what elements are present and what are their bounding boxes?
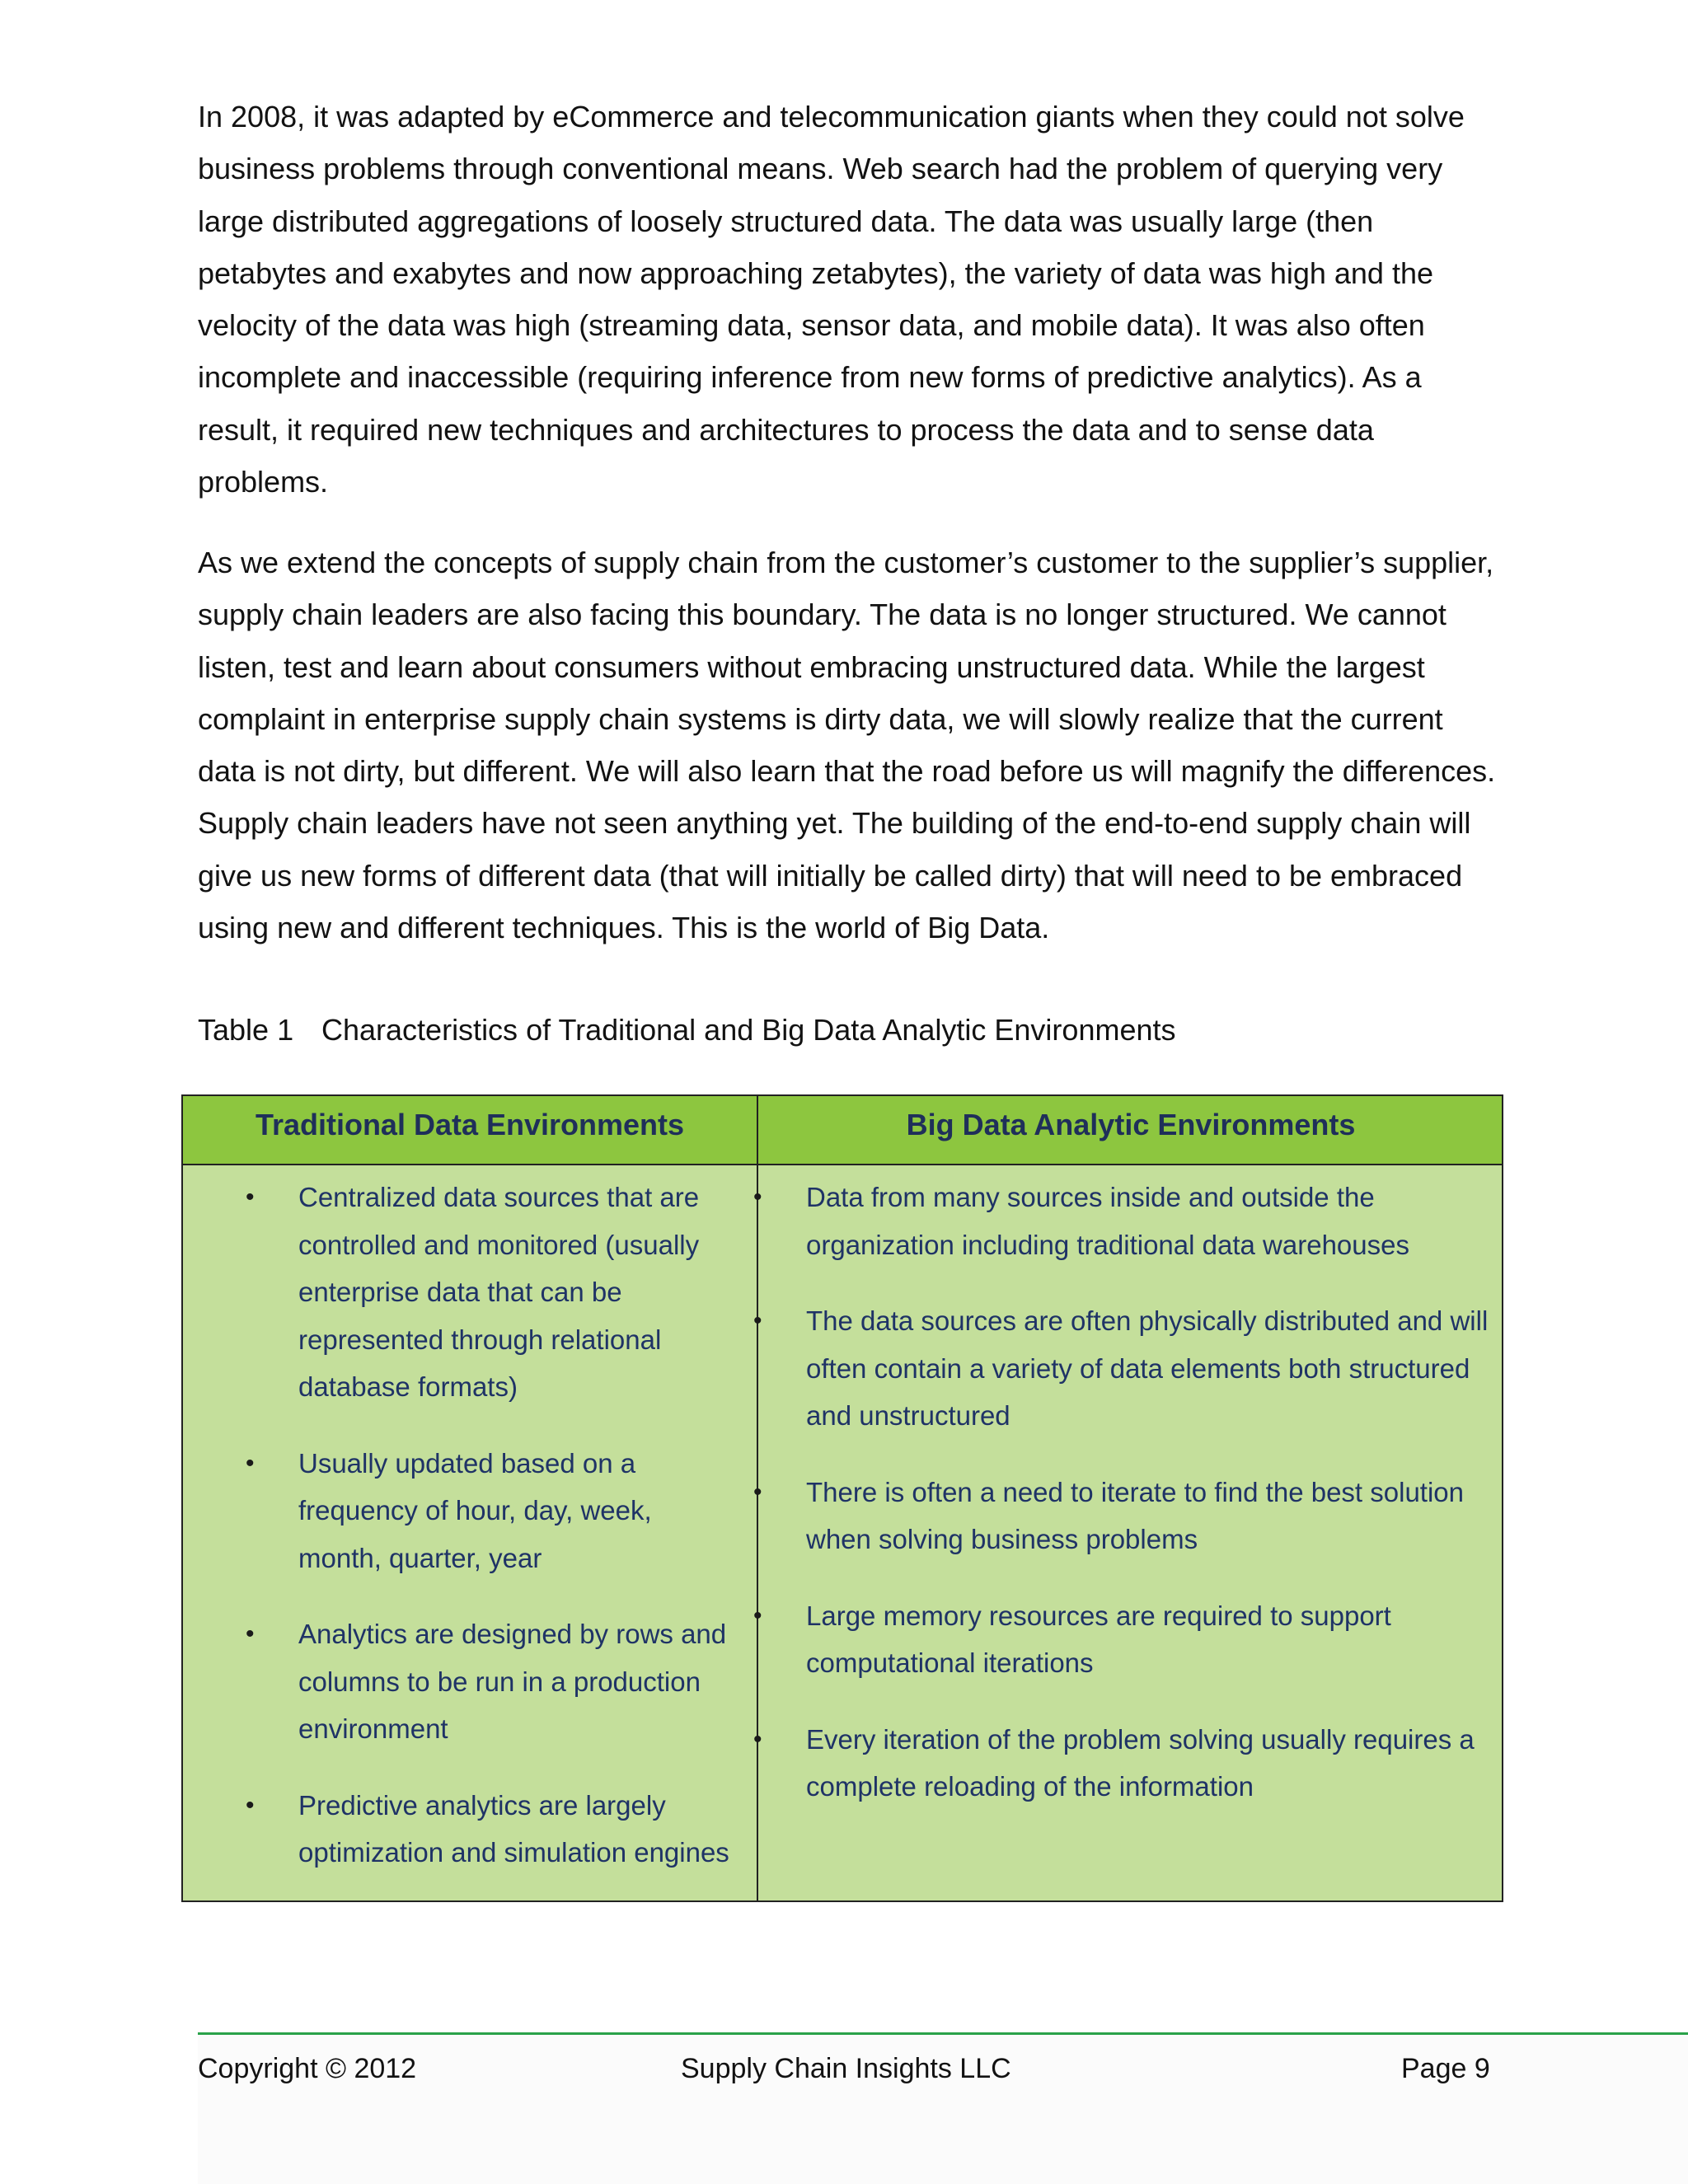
bullet-icon: • [246, 1183, 255, 1211]
table-caption-title: Characteristics of Traditional and Big Data Analytic Environments [321, 1013, 1176, 1047]
table-caption [198, 1010, 1176, 1050]
list-item-text: There is often a need to iterate to find the best solution when solving business problems [806, 1476, 1465, 1554]
list-item-text: Usually updated based on a frequency of hour, day, week, month, quarter, year [298, 1447, 652, 1573]
footer-copyright: Copyright © 2012 [198, 2053, 417, 2084]
body-paragraph-2: As we extend the concepts of supply chain from the customer’s customer to the supplier’s supplier, supply chain leaders are also facing this boundary. The data is no longer structured. We cannot listen, test and learn about consumers without embracing unstructured data. While the largest complaint in enterprise supply chain systems is dirty data, we will slowly realize that the current data is not dirty, but different. We will also learn that the road before us will magnify the differences. Supply chain leaders have not seen anything yet. The building of the end-to-end supply chain will give us new forms of different data (that will initially be called dirty) that will need to be embraced using new and different techniques. This is the world of Big Data. [198, 546, 1496, 945]
list-item-text: Analytics are designed by rows and columns to be run in a production environment [298, 1619, 727, 1744]
list-item-text: Every iteration of the problem solving usually requires a complete reloading of the information [806, 1723, 1475, 1802]
bullet-icon: • [753, 1307, 762, 1334]
header-traditional: Traditional Data Environments [255, 1108, 685, 1141]
list-item-text: Large memory resources are required to support computational iterations [806, 1600, 1391, 1678]
bullet-icon: • [246, 1449, 255, 1477]
bullet-icon: • [753, 1183, 762, 1211]
body-paragraph-1: In 2008, it was adapted by eCommerce and telecommunication giants when they could not solve business problems through conventional means. Web search had the problem of querying very large distributed aggregations of loosely structured data. The data was usually large (then petabytes and exabytes and now approaching zetabytes), the variety of data was high and the velocity of the data was high (streaming data, sensor data, and mobile data). It was also often incomplete and inaccessible (requiring inference from new forms of predictive analytics). As a result, it required new techniques and architectures to process the data and to sense data problems. [198, 100, 1465, 499]
list-item [511, 1469, 1503, 1563]
list-item [511, 1716, 1503, 1811]
list-item [511, 1297, 1503, 1440]
bullet-icon: • [753, 1601, 762, 1629]
bullet-icon: • [753, 1725, 762, 1753]
bullet-icon: • [246, 1791, 255, 1819]
footer-divider [198, 2032, 1688, 2035]
list-item-text: The data sources are often physically distributed and will often contain a variety of data elements both structured and unstructured [806, 1305, 1489, 1431]
list-item [511, 1174, 1503, 1268]
bullet-icon: • [753, 1478, 762, 1506]
list-item [511, 1592, 1503, 1687]
bullet-icon: • [246, 1620, 255, 1647]
footer-page-number: Page 9 [1401, 2053, 1490, 2084]
table-caption-label: Table 1 [198, 1013, 294, 1047]
header-big-data: Big Data Analytic Environments [906, 1108, 1356, 1141]
list-item-text: Predictive analytics are largely optimization and simulation engines [298, 1789, 729, 1868]
list-item-text: Data from many sources inside and outside the organization including traditional data warehouses [806, 1182, 1409, 1260]
footer-company: Supply Chain Insights LLC [681, 2053, 1011, 2084]
big-data-list [753, 1165, 1503, 1840]
list-item-text: Centralized data sources that are controlled and monitored (usually enterprise data that can be represented through relational database formats) [298, 1182, 700, 1402]
comparison-table [181, 1094, 1503, 1902]
